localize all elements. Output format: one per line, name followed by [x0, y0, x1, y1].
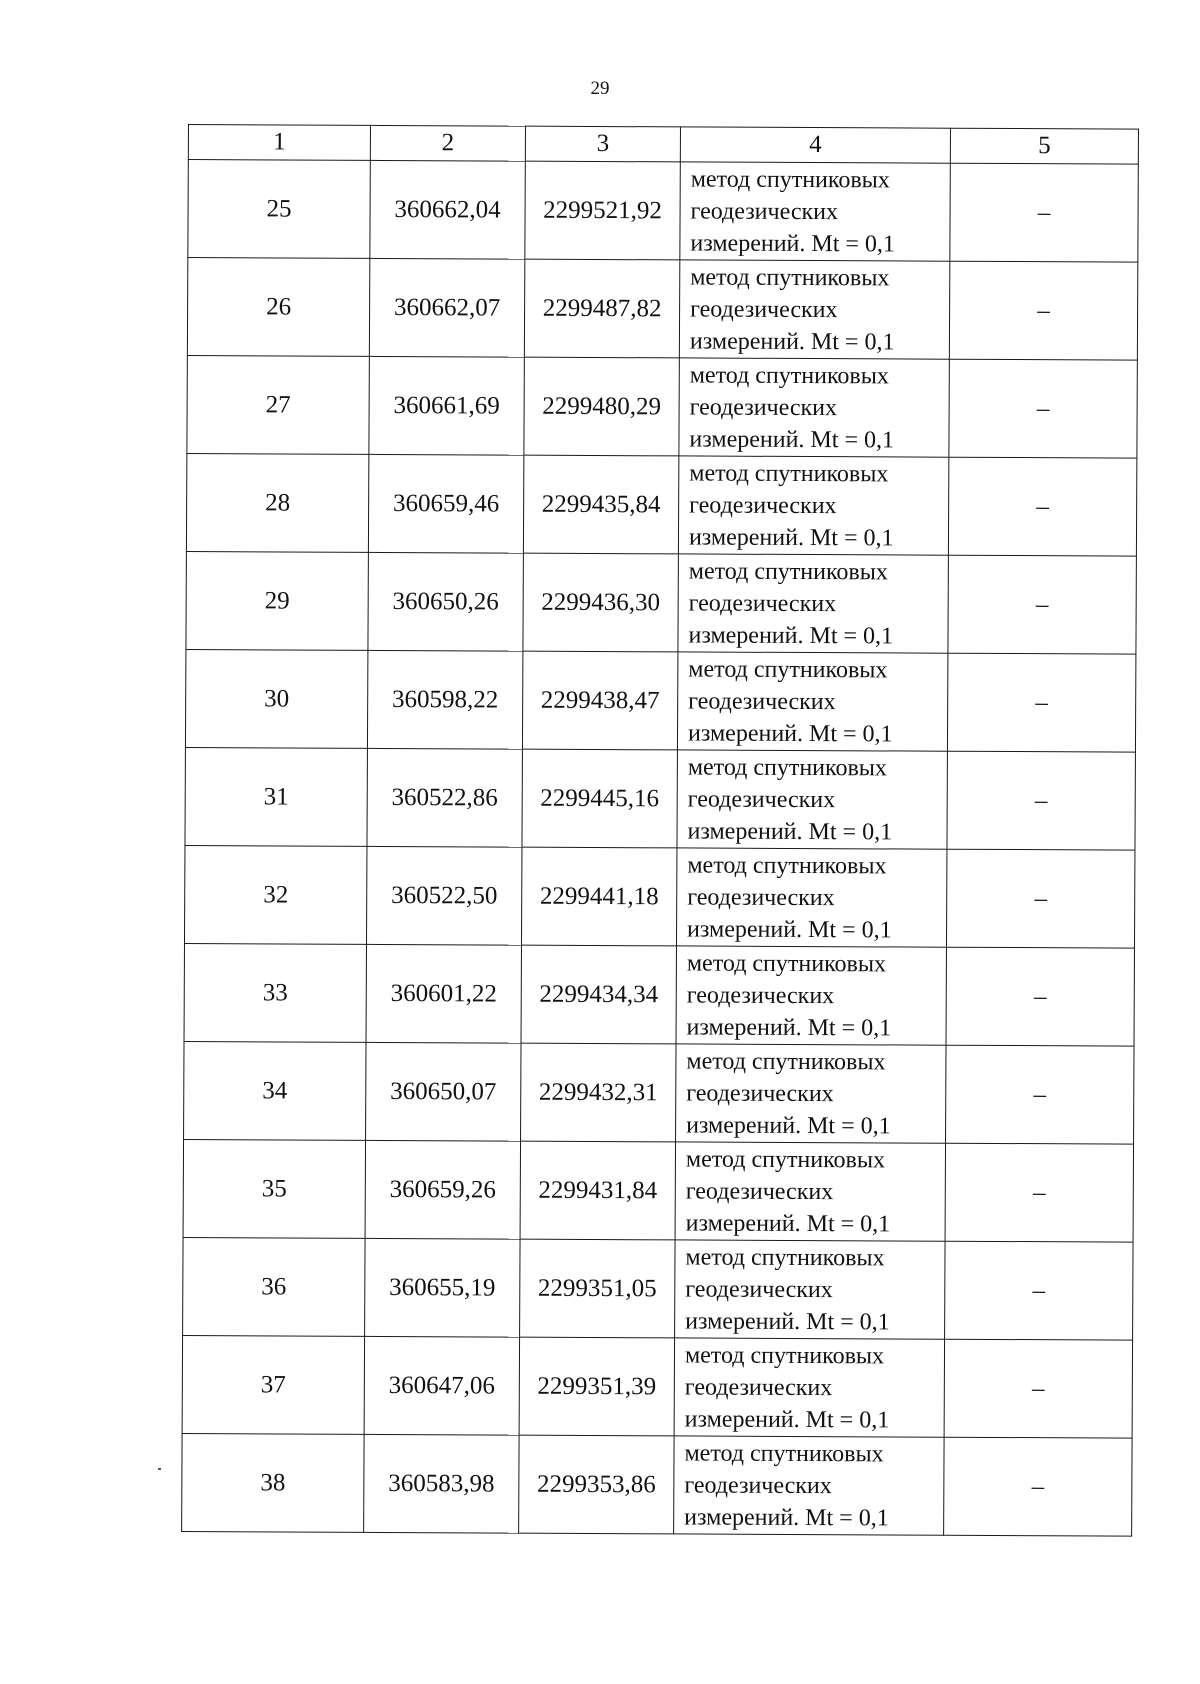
- x-coordinate-cell: 360598,22: [367, 650, 522, 749]
- point-number-cell: 27: [187, 355, 369, 454]
- note-cell: –: [944, 1339, 1132, 1438]
- header-col-1: 1: [188, 125, 370, 161]
- method-text-line: измерений. Mt = 0,1: [684, 1503, 889, 1531]
- y-coordinate-cell: 2299445,16: [522, 749, 677, 848]
- x-coordinate-cell: 360601,22: [366, 944, 521, 1043]
- table-row: [187, 355, 1137, 458]
- method-cell: [674, 1436, 944, 1535]
- method-text-line: метод спутниковых: [684, 1341, 885, 1369]
- x-coordinate-cell: 360662,04: [370, 160, 525, 259]
- y-coordinate-cell: 2299431,84: [520, 1141, 675, 1240]
- x-coordinate-cell: 360661,69: [369, 356, 524, 455]
- header-col-5: 5: [950, 128, 1138, 164]
- method-text-line: измерений. Mt = 0,1: [687, 817, 893, 845]
- point-number-cell: 32: [184, 845, 366, 944]
- method-text-line: геодезических: [685, 1275, 833, 1303]
- table-row: [186, 453, 1136, 556]
- note-cell: –: [946, 947, 1134, 1046]
- point-number-cell: 34: [184, 1041, 366, 1140]
- method-text-line: геодезических: [689, 393, 838, 421]
- method-text-line: метод спутниковых: [687, 753, 888, 781]
- point-number-cell: 38: [182, 1433, 364, 1532]
- y-coordinate-cell: 2299521,92: [525, 161, 680, 260]
- method-cell: [676, 848, 946, 947]
- table-row: [184, 1041, 1134, 1144]
- method-text-line: измерений. Mt = 0,1: [689, 425, 895, 453]
- method-text-line: геодезических: [689, 491, 837, 519]
- x-coordinate-cell: 360650,07: [366, 1042, 521, 1141]
- method-text-line: метод спутниковых: [686, 1047, 886, 1075]
- method-text-line: метод спутниковых: [690, 263, 890, 291]
- method-cell: [678, 554, 948, 653]
- y-coordinate-cell: 2299441,18: [521, 847, 676, 946]
- method-cell: [675, 1142, 945, 1241]
- table-body: [182, 160, 1139, 1537]
- y-coordinate-cell: 2299487,82: [524, 259, 679, 358]
- method-cell: [674, 1338, 944, 1437]
- table-row: [183, 1237, 1133, 1340]
- note-cell: –: [944, 1437, 1132, 1536]
- method-cell: [676, 946, 946, 1045]
- note-cell: –: [949, 359, 1137, 458]
- method-text-line: измерений. Mt = 0,1: [685, 1307, 890, 1335]
- y-coordinate-cell: 2299480,29: [524, 357, 679, 456]
- method-cell: [678, 456, 948, 555]
- note-cell: –: [947, 653, 1135, 752]
- table-header: [188, 125, 1138, 165]
- y-coordinate-cell: 2299353,86: [519, 1435, 674, 1534]
- point-number-cell: 37: [182, 1335, 364, 1434]
- method-cell: [680, 162, 950, 261]
- y-coordinate-cell: 2299434,34: [521, 945, 676, 1044]
- coordinates-table: [181, 124, 1139, 1537]
- point-number-cell: 33: [184, 943, 366, 1042]
- method-text-line: метод спутниковых: [684, 1439, 884, 1467]
- x-coordinate-cell: 360647,06: [364, 1336, 519, 1435]
- method-text-line: метод спутниковых: [685, 1243, 885, 1271]
- method-text-line: геодезических: [686, 1079, 834, 1107]
- header-row: [188, 125, 1138, 165]
- point-number-cell: 30: [185, 649, 367, 748]
- y-coordinate-cell: 2299436,30: [523, 553, 678, 652]
- method-text-line: метод спутниковых: [685, 1145, 886, 1173]
- method-text-line: измерений. Mt = 0,1: [690, 229, 896, 257]
- method-text-line: метод спутниковых: [689, 459, 889, 487]
- note-cell: –: [949, 261, 1137, 360]
- point-number-cell: 36: [183, 1237, 365, 1336]
- table-row: [187, 258, 1137, 361]
- y-coordinate-cell: 2299435,84: [523, 455, 678, 554]
- x-coordinate-cell: 360583,98: [364, 1434, 519, 1533]
- note-cell: –: [945, 1143, 1133, 1242]
- table-row: [182, 1335, 1132, 1438]
- scan-speck: [158, 1468, 161, 1470]
- method-cell: [679, 358, 949, 457]
- method-cell: [677, 750, 947, 849]
- method-text-line: метод спутниковых: [689, 361, 889, 389]
- y-coordinate-cell: 2299438,47: [522, 651, 677, 750]
- method-text-line: измерений. Mt = 0,1: [685, 1209, 891, 1237]
- method-text-line: геодезических: [684, 1373, 833, 1401]
- note-cell: –: [950, 163, 1138, 262]
- note-cell: –: [947, 751, 1135, 850]
- x-coordinate-cell: 360659,46: [368, 454, 523, 553]
- method-text-line: геодезических: [690, 197, 839, 225]
- header-col-3: 3: [525, 126, 680, 162]
- method-text-line: измерений. Mt = 0,1: [684, 1405, 890, 1433]
- note-cell: –: [948, 555, 1136, 654]
- point-number-cell: 29: [186, 551, 368, 650]
- note-cell: –: [946, 1045, 1134, 1144]
- point-number-cell: 26: [187, 258, 369, 357]
- y-coordinate-cell: 2299351,05: [520, 1239, 675, 1338]
- method-text-line: геодезических: [687, 785, 836, 813]
- table-row: [188, 160, 1138, 263]
- y-coordinate-cell: 2299351,39: [519, 1337, 674, 1436]
- table-row: [184, 943, 1134, 1046]
- x-coordinate-cell: 360522,50: [366, 846, 521, 945]
- method-text-line: измерений. Mt = 0,1: [687, 915, 892, 943]
- method-text-line: измерений. Mt = 0,1: [689, 327, 895, 355]
- header-col-4: 4: [680, 127, 950, 163]
- note-cell: –: [948, 457, 1136, 556]
- x-coordinate-cell: 360662,07: [369, 258, 524, 357]
- method-cell: [675, 1240, 945, 1339]
- method-text-line: геодезических: [685, 1177, 834, 1205]
- method-text-line: метод спутниковых: [688, 557, 888, 585]
- x-coordinate-cell: 360522,86: [367, 748, 522, 847]
- page-number: 29: [590, 78, 610, 99]
- method-text-line: метод спутниковых: [686, 949, 887, 977]
- method-cell: [676, 1044, 946, 1143]
- method-text-line: измерений. Mt = 0,1: [688, 621, 894, 649]
- x-coordinate-cell: 360650,26: [368, 552, 523, 651]
- y-coordinate-cell: 2299432,31: [521, 1043, 676, 1142]
- point-number-cell: 28: [186, 453, 368, 552]
- method-text-line: метод спутниковых: [687, 851, 887, 879]
- method-cell: [679, 260, 949, 359]
- note-cell: –: [946, 849, 1134, 948]
- method-text-line: геодезических: [686, 981, 835, 1009]
- table-row: [185, 649, 1135, 752]
- method-text-line: геодезических: [688, 589, 837, 617]
- x-coordinate-cell: 360655,19: [365, 1238, 520, 1337]
- table-row: [183, 1139, 1133, 1242]
- table-row: [184, 845, 1134, 948]
- point-number-cell: 25: [188, 160, 370, 259]
- method-cell: [677, 652, 947, 751]
- method-text-line: метод спутниковых: [688, 655, 888, 683]
- method-text-line: измерений. Mt = 0,1: [686, 1013, 892, 1041]
- table-row: [182, 1433, 1132, 1536]
- x-coordinate-cell: 360659,26: [365, 1140, 520, 1239]
- method-text-line: измерений. Mt = 0,1: [688, 523, 894, 551]
- point-number-cell: 31: [185, 747, 367, 846]
- method-text-line: измерений. Mt = 0,1: [686, 1111, 891, 1139]
- method-text-line: геодезических: [688, 687, 836, 715]
- method-text-line: измерений. Mt = 0,1: [687, 719, 893, 747]
- method-text-line: геодезических: [690, 295, 838, 323]
- method-text-line: геодезических: [687, 883, 835, 911]
- method-text-line: геодезических: [684, 1471, 832, 1499]
- header-col-2: 2: [370, 125, 525, 161]
- note-cell: –: [945, 1241, 1133, 1340]
- point-number-cell: 35: [183, 1139, 365, 1238]
- method-text-line: метод спутниковых: [690, 165, 890, 193]
- table-row: [186, 551, 1136, 654]
- table-row: [185, 747, 1135, 850]
